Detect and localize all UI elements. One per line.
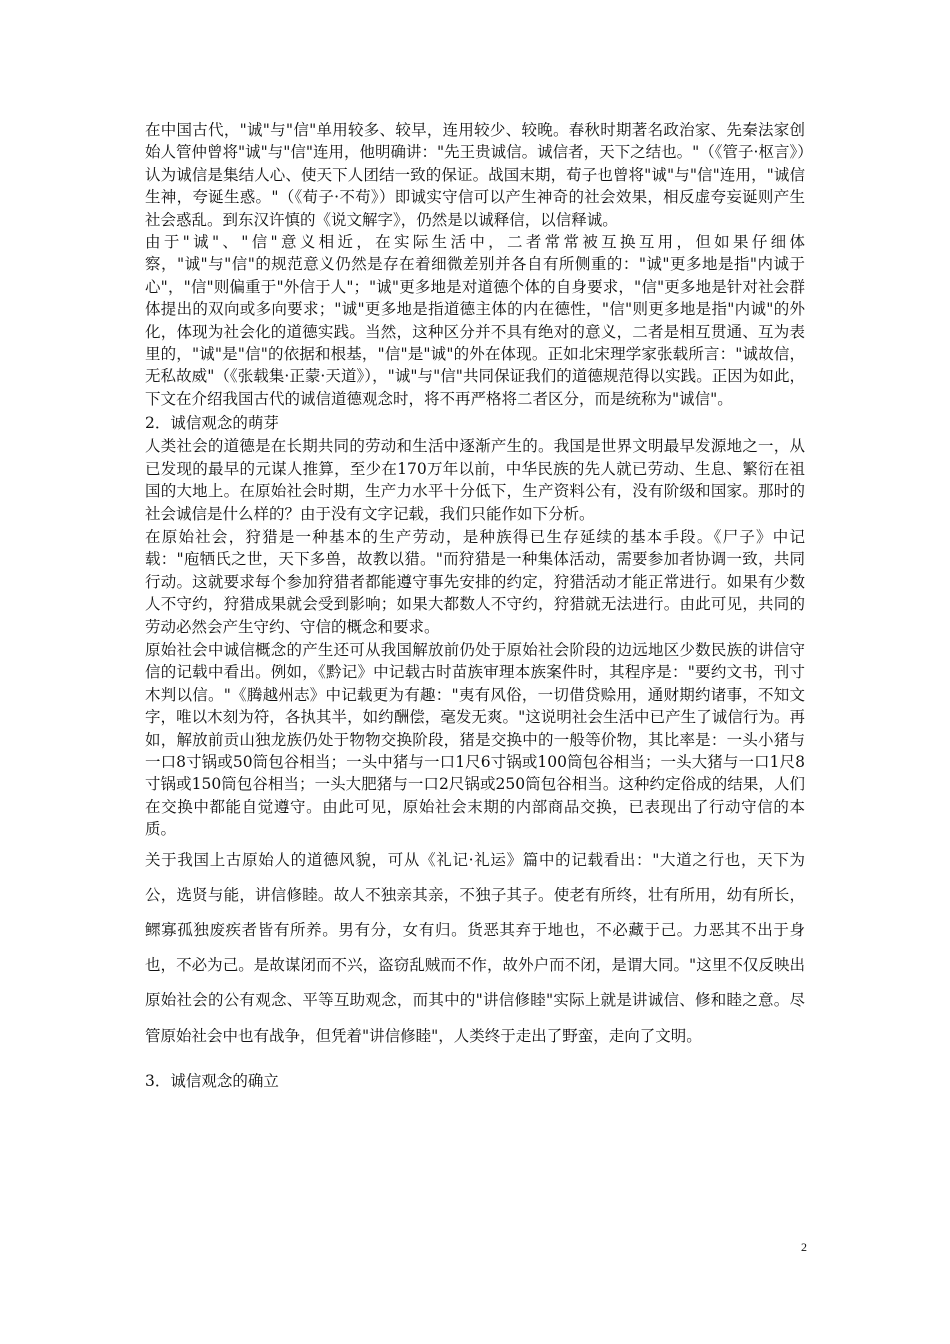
paragraph-hunting: 在原始社会，狩猎是一种基本的生产劳动，是种族得已生存延续的基本手段。《尸子》中记载："庖牺氏之世，天下多兽，故教以猎。"而狩猎是一种集体活动，需要参加者协调一致，共同行动。这就要求每个参加狩猎者都能遵守事先安排的约定，狩猎活动才能正常进行。如果有少数人不守约，狩猎成果就会受到影响；如果大都数人不守约，狩猎就无法进行。由此可见，共同的劳动必然会产生守约、守信的概念和要求。 [145,527,805,636]
section-heading-3: 3．诚信观念的确立 [145,1072,279,1091]
paragraph-liji-liyun: 关于我国上古原始人的道德风貌，可从《礼记·礼运》篇中的记载看出："大道之行也，天下为公，选贤与能，讲信修睦。故人不独亲其亲，不独子其子。使老有所终，壮有所用，幼有所长，鳏寡孤独废疾者皆有所养。男有分，女有归。货恶其弃于地也，不必藏于己。力恶其不出于身也，不必为己。是故谋闭而不兴，盗窃乱贼而不作，故外户而不闭，是谓大同。"这里不仅反映出原始社会的公有观念、平等互助观念，而其中的"讲信修睦"实际上就是讲诚信、修和睦之意。尽管原始社会中也有战争，但凭着"讲信修睦"，人类终于走出了野蛮，走向了文明。 [145,850,805,1045]
paragraph-primitive-society: 人类社会的道德是在长期共同的劳动和生活中逐渐产生的。我国是世界文明最早发源地之一，从已发现的最早的元谋人推算，至少在170万年以前，中华民族的先人就已劳动、生息、繁衍在祖国的大地上。在原始社会时期，生产力水平十分低下，生产资料公有，没有阶级和国家。那时的社会诚信是什么样的？由于没有文字记载，我们只能作如下分析。 [145,437,805,523]
paragraph-ethnic-records: 原始社会中诚信概念的产生还可从我国解放前仍处于原始社会阶段的边远地区少数民族的讲信守信的记载中看出。例如，《黔记》中记载古时苗族审理本族案件时，其程序是："要约文书，刊寸木判以信。"《腾越州志》中记载更为有趣："夷有风俗，一切借贷赊用，通财期约诸事，不知文字，唯以木刻为符，各执其半，如约酬偿，毫发无爽。"这说明社会生活中已产生了诚信行为。再如，解放前贡山独龙族仍处于物物交换阶段，猪是交换中的一般等价物，其比率是：一头小猪与一口8寸锅或50筒包谷相当；一头中猪与一口1尺6寸锅或100筒包谷相当；一头大猪与一口1尺8寸锅或150筒包谷相当；一头大肥猪与一口2尺锅或250筒包谷相当。这种约定俗成的结果，人们在交换中都能自觉遵守。由此可见，原始社会末期的内部商品交换，已表现出了行动守信的本质。 [145,640,805,839]
section-heading-2: 2．诚信观念的萌芽 [145,414,279,433]
page-number: 2 [801,1240,807,1254]
paragraph-cheng-xin-origin: 在中国古代，"诚"与"信"单用较多、较早，连用较少、较晚。春秋时期著名政治家、先秦法家创始人管仲曾将"诚"与"信"连用，他明确讲："先王贵诚信。诚信者，天下之结也。"（《管子·枢言》）认为诚信是集结人心、使天下人团结一致的保证。战国末期，荀子也曾将"诚"与"信"连用，"诚信生神，夸诞生惑。"（《荀子·不苟》）即诚实守信可以产生神奇的社会效果，相反虚夸妄诞则产生社会惑乱。到东汉许慎的《说文解字》，仍然是以诚释信，以信释诚。 [145,121,805,229]
document-body [145,119,805,1093]
paragraph-cheng-xin-distinction: 由于"诚"、"信"意义相近，在实际生活中，二者常常被互换互用，但如果仔细体察，"诚"与"信"的规范意义仍然是存在着细微差别并各自有所侧重的："诚"更多地是指"内诚于心"，"信"则偏重于"外信于人"；"诚"更多地是对道德个体的自身要求，"信"更多地是针对社会群体提出的双向或多向要求；"诚"更多地是指道德主体的内在德性，"信"则更多地是指"内诚"的外化，体现为社会化的道德实践。当然，这种区分并不具有绝对的意义，二者是相互贯通、互为表里的，"诚"是"信"的依据和根基，"信"是"诚"的外在体现。正如北宋理学家张载所言："诚故信，无私故威"（《张载集·正蒙·天道》），"诚"与"信"共同保证我们的道德规范得以实践。正因为如此，下文在介绍我国古代的诚信道德观念时，将不再严格将二者区分，而是统称为"诚信"。 [145,233,805,408]
